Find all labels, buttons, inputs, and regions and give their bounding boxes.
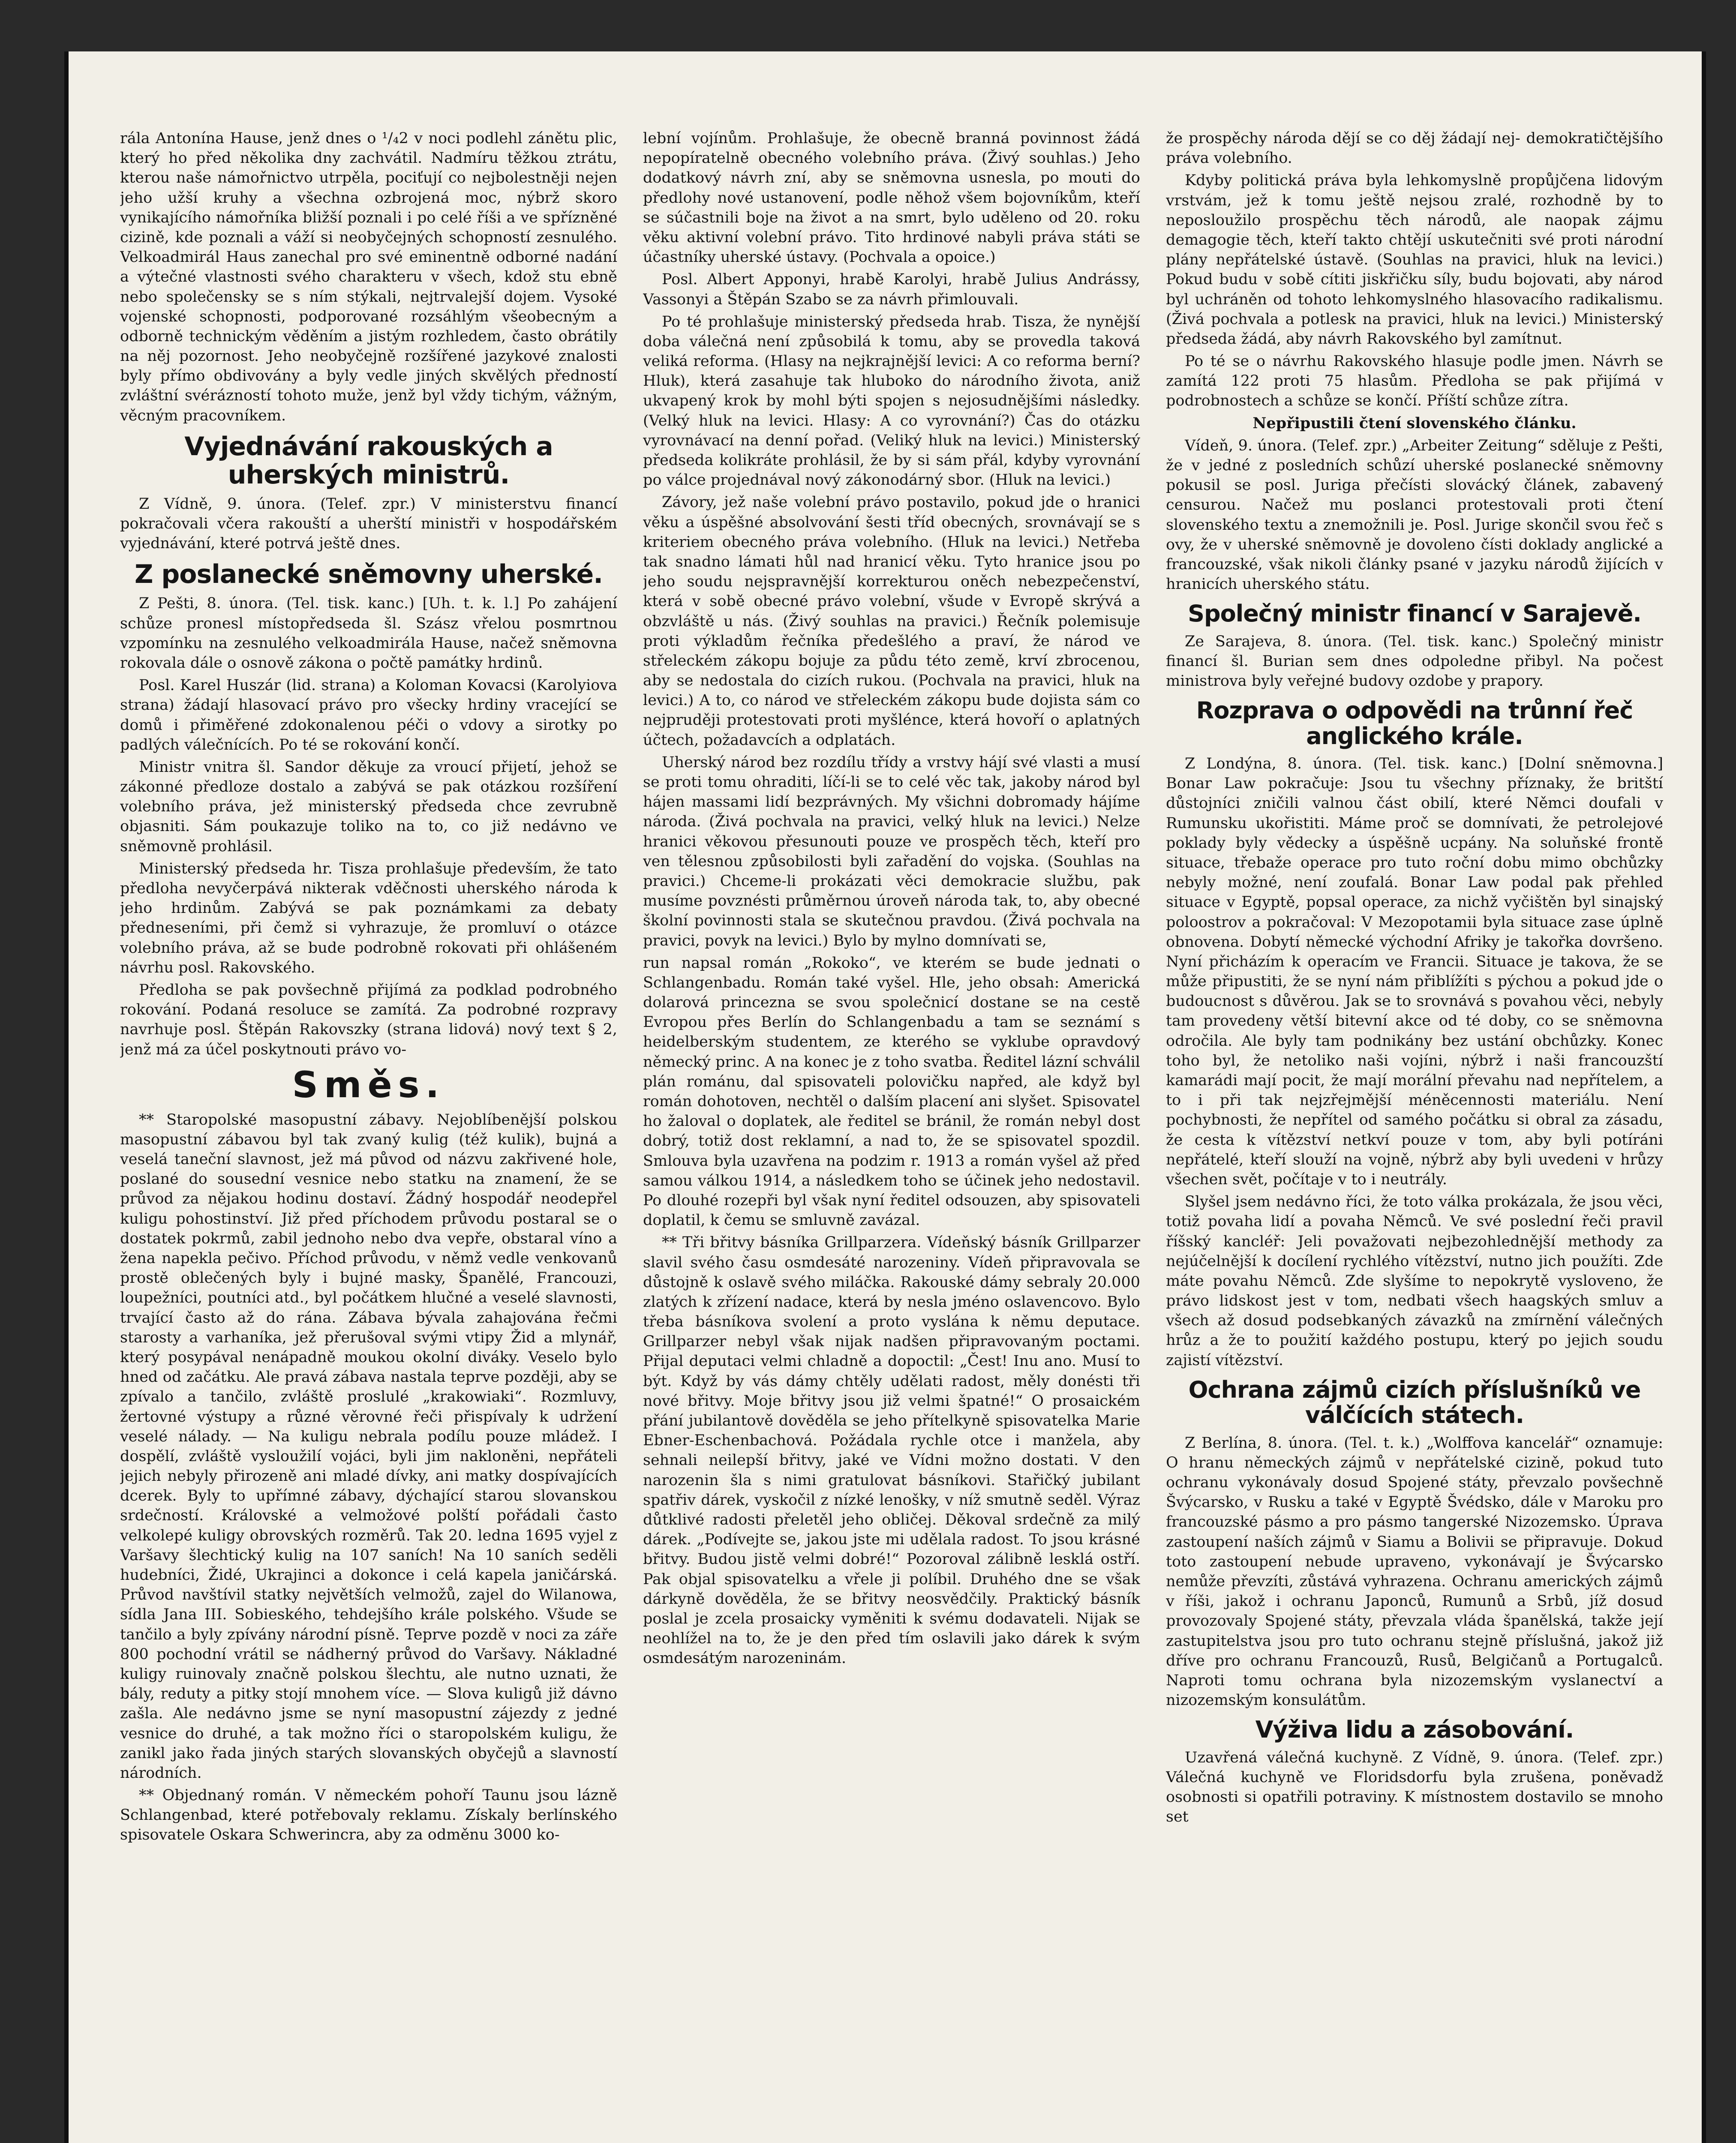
subheading-slovak-article: Nepřipustili čtení slovenského článku. (1252, 414, 1577, 432)
article-parliament-huszar: Posl. Karel Huszár (lid. strana) a Koloman Kovacsi (Karolyiova strana) žádají hlasovací právo pro všecky hrdiny vracející se domů i přiměřené zdokonalenou péči o vdovy a sirotky po padlých válečnících. Po té se rokování končí. (120, 677, 617, 753)
article-polish-carnival: ** Staropolské masopustní zábavy. Nejoblíbenější polskou masopustní zábavou byl tak zvaný kulig (též kulik), bujná a veselá taneční slavnost, jež má původ od názvu zakřivené hole, poslané do sousední vesnice nebo statku na znamení, že se průvod za nějakou hodinu dostaví. Žádný hospodář neodepřel kuligu pohostinství. Již před příchodem průvodu postaral se o dostatek pokrmů, zabil jednoho nebo dva vepře, obstaral víno a žena napekla pečivo. Příchod průvodu, v němž vedle venkovanů prostě oblečených byly i bujné masky, Španělé, Francouzi, loupežníci, poutníci atd., byl počátkem hlučné a veselé slavnosti, trvající často až do rána. Zábava bývala zahajována řečmi starosty a varhaníka, jež přerušoval svými vtipy Žid a mlynář, který posypával nenápadně moukou okolní diváky. Veselo bylo hned od začátku. Ale pravá zábava nastala teprve později, aby se zpívalo a tančilo, zvláště proslulé „krakowiaki“. Rozmluvy, žertovné výstupy a různé věrovné řeči přispívaly k udržení veselé nálady. — Na kuligu nebrala podílu pouze mládež. I dospělí, zvláště vysloužilí vojáci, byli jim nakloněni, nepřáteli jejich nebyly přirozeně ani mladé dívky, ani matky dospívajících dcerek. Byly to upřímné zábavy, dýchající starou slovanskou srdečností. Královské a velmožové polští pořádali často velkolepé kuligy obrovských rozměrů. Tak 20. ledna 1695 vyjel z Varšavy šlechtický kulig na 107 saních! Na 10 saních seděli hudebníci, Židé, Ukrajinci a dokonce i celá kapela janičárská. Průvod navštívil statky největších velmožů, zajel do Wilanowa, sídla Jana III. Sobieského, tehdejšího krále polského. Všude se tančilo a byly zpívány národní písně. Teprve pozdě v noci za záře 800 pochodní vrátil se nádherný průvod do Varšavy. Nákladné kuligy ruinovaly značně polskou šlechtu, ale nutno uznati, že bály, reduty a pitky stojí mnohem více. — Slova kuligů již dávno zašla. Ale nedávno jsme se nyní masopustní zájezdy z jedné vesnice do druhé, a tak možno říci o staropolském kuligu, že zanikl jako řada jiných starých slovanských obyčejů a slavností národních. (120, 1111, 617, 1782)
article-parliament-apponyi: Posl. Albert Apponyi, hrabě Karolyi, hrabě Julius Andrássy, Vassonyi a Štěpán Szabo se za návrh přimlouvali. (643, 271, 1140, 308)
newspaper-page (64, 51, 1706, 2143)
article-german-methods: Slyšel jsem nedávno říci, že toto válka prokázala, že jsou věci, totiž povaha lidí a povaha Němců. Ve své poslední řeči pravil říšský kancléř: Jeli považovati nejbezohlednější methody za nejúčelnější k docílení rychlého vítězství, nutno jich použíti. Zde máte povahu Němců. Zde slyšíme to nepokrytě vysloveno, že právo lidskost jest v tom, nedbati všech haagských smluv a všech až dosud podsebkaných závazků na zmírnění válečných hrůz a že to použití každého postupu, který po jejich soudu zajistí vítězství. (1166, 1193, 1663, 1369)
headline-throne-speech: Rozprava o odpovědi na trůnní řeč anglického krále. (1196, 697, 1633, 750)
article-parliament-age-limit: Závory, jež naše volební právo postavilo, pokud jde o hranici věku a úspěšné absolvování šesti tříd obecných, srovnávají se s kriteriem obecného práva volebního. (Hluk na levici.) Netřeba tak snadno lámati hůl nad hranicí věku. Tyto hranice jsou po jeho soudu nejspravnější korrekturou oněch nebezpečenství, která v sobě obecné právo volební, všude v Evropě skrývá a obzvláště u nás. (Živý souhlas na pravici.) Řečník polemisuje proti výkladům řečníka předešlého a praví, že národ ve střeleckém zákopu bojuje za půdu této země, krví zbrocenou, aby se nedostala do cizích rukou. (Pochvala na pravici, hluk na levici.) A to, co národ ve střeleckém zákopu bude dojista sám co nejpruději protestovati proti myšlénce, která hovoří o aplatných účtech, požadavcích a odplatách. (643, 494, 1140, 749)
headline-food-supply: Výživa lidu a zásobování. (1255, 1716, 1574, 1744)
article-bonar-law: Z Londýna, 8. února. (Tel. tisk. kanc.) [Dolní sněmovna.] Bonar Law pokračuje: Jsou tu všechny příznaky, že britští důstojníci zničili valnou část obilí, které Němci doufali v Rumunsku ukořistiti. Máme proč se domnívati, že petrolejové poklady byly vědecky a úspěšně ucpány. Na soluňské frontě situace, třebaže operace pro tuto roční dobu mimo obchůzky nebyly možné, není zoufalá. Bonar Law podal pak přehled situace v Egyptě, popsal operace, za nichž vyčištěn byl sinajský poloostrov a pokračoval: V Mezopotamii byla situace zase úplně obnovena. Dobytí německé východní Afriky je takořka dovršeno. Nyní přicházím k operacím ve Francii. Situace je takova, že se může připustiti, že se nyní nám přiblížíti s pýchou a pokud jde o budoucnost s důvěrou. Jak se to srovnává s povahou věci, nebyly tam provedeny větší bitevní akce od té doby, co se sněmovna odročila. Ale byly tam podnikány bez ustání obchůzky. Konec toho byl, že netoliko naši vojíni, nýbrž i naši francouzští kamarádi mají pocit, že mají morální převahu nad nepřítelem, a to i při tak nejzřejmější méněcennosti materiálu. Není pochybnosti, že nepřítel od samého počátku si obral za zásadu, že cesta k vítězství netkví pouze v tom, aby byli potíráni nepřátelé, kteří slouží na vojně, nýbrž aby byli uvedeni v hrůzy všechen svět, počítaje v to i neutrály. (1166, 755, 1663, 1188)
article-parliament-sandor: Ministr vnitra šl. Sandor děkuje za vroucí přijetí, jehož se zákonné předloze dostalo a zabývá se pak otázkou rozšíření volebního práva, jež ministerský předseda chce zevrubně objasniti. Sám poukazuje toliko na to, co již nedávno ve sněmovně prohlásil. (120, 758, 617, 855)
article-parliament-end: že prospěchy národa dějí se co děj žádají nej- demokratičtějšího práva volebního. (1166, 130, 1663, 167)
article-grillparzer-razors: ** Tři břitvy básníka Grillparzera. Vídeňský básník Grillparzer slavil svého času osmdesáté narozeniny. Vídeň připravovala se důstojně k oslavě svého miláčka. Rakouské dámy sebraly 20.000 zlatých k zřízení nadace, která by nesla jméno oslavencovo. Bylo třeba básníkova svolení a proto vyslána k němu deputace. Grillparzer nebyl však nijak nadšen připravovaným poctami. Přijal deputaci velmi chladně a dopoctil: „Čest! Inu ano. Musí to být. Když by vás dámy chtěly udělati radost, měly donésti tři nové břitvy. Moje břitvy jsou již velmi špatné!“ O prosaickém přání jubilantově dověděla se jeho přítelkyně spisovatelka Marie Ebner-Eschenbachová. Požádala rychle otce i manžela, aby sehnali neilepší břitvy, jaké ve Vídni možno dostati. V den narozenin šla s nimi gratulovat básníkovi. Stařičký jubilant spatřiv dárek, vyskočil z nízké lenošky, v níž smutně seděl. Výraz důtklivé radosti přeletěl jeho obličej. Děkoval srdečně za milý dárek. „Podívejte se, jakou jste mi udělala radost. To jsou krásné břitvy. Budou jistě velmi dobré!“ Pozoroval zálibně lesklá ostří. Pak objal spisovatelku a vřele ji políbil. Druhého dne se však dárkyně dověděla, že se břitvy neosvědčily. Praktický básník poslal je zcela prosaicky vyměniti k svému dodavateli. Nijak se neohlížel na to, že je den před tím oslavili jako dárek k svým osmdesátým narozeninám. (643, 1234, 1140, 1667)
column-right (1166, 129, 1663, 2143)
article-foreign-interests: Z Berlína, 8. února. (Tel. t. k.) „Wolffova kancelář“ oznamuje: O hranu německých zájmů v nepřátelské cizině, pokud tuto ochranu vykonávaly dosud Spojené státy, převzalo povšechně Švýcarsko, v Rusku a také v Egyptě Švédsko, dále v Maroku pro francouzské pásmo a pro pásmo tangerské Nizozemsko. Úprava zastoupení naších zájmů v Siamu a Bolivii se připravuje. Dokud toto zastoupení nebude upraveno, vykonávají je Švýcarsko nemůže převzíti, zůstává vyhrazena. Ochranu amerických zájmů v říši, jakož i ochranu Japonců, Rumunů a Srbů, jíž dosud provozovaly Spojené státy, převzala vláda španělská, takže její zastupitelstva jsou pro tuto ochranu stejně příslušná, jakož již dříve pro ochranu Francouzů, Rusů, Belgičanů a Portugalců. Naproti tomu ochrana byla nizozemským vyslanectví a nizozemským konsulátům. (1166, 1434, 1663, 1709)
article-parliament-rakovszky: Předloha se pak povšechně přijímá za podklad podrobného rokování. Podaná resoluce se zamítá. Za podrobné rozpravy navrhuje posl. Štěpán Rakovszky (strana lidová) nový text § 2, jenž má za účel poskytnouti právo vo- (120, 981, 617, 1058)
article-war-kitchen: Uzavřená válečná kuchyně. Z Vídně, 9. února. (Telef. zpr.) Válečná kuchyně ve Floridsdorfu byla zrušena, poněvadž osobnosti si opatřili potraviny. K místnostem dostavilo se mnoho set (1166, 1749, 1663, 1826)
article-finance-minister: Ze Sarajeva, 8. února. (Tel. tisk. kanc.) Společný ministr financí šl. Burian sem dnes odpoledne přibyl. Na počest ministrova byly veřejné budovy ozdobe y prapory. (1166, 633, 1663, 690)
headline-finance-minister-sarajevo: Společný ministr financí v Sarajevě. (1188, 600, 1641, 627)
section-heading-miscellany: Směs. (292, 1063, 445, 1106)
article-parliament-nation: Uherský národ bez rozdílu třídy a vrstvy hájí své vlasti a musí se proti tomu ohraditi, líčí-li se to celé věc tak, jakoby národ byl hájen massami lidí bezprávných. My všichni dobromady hájíme národa. (Živá pochvala na pravici, velký hluk na levici.) Nelze hranici věkovou přesunouti pouze ve prospěch těch, kteří pro ven tělesnou způsobilosti byli zařadění do vojska. (Souhlas na pravici.) Chceme-li prokázati věci demokracie službu, pak musíme povznésti průměrnou úroveň národa tak, to, aby obecné školní povinnosti stala se skutečnou pravdou. (Živá pochvala na pravici, povyk na levici.) Bylo by mylno domnívati se, (643, 753, 1140, 949)
article-ministers-negotiation: Z Vídně, 9. února. (Telef. zpr.) V ministerstvu financí pokračovali včera rakouští a uherští ministři v hospodářském vyjednávání, které potrvá ještě dnes. (120, 495, 617, 552)
column-left (120, 129, 617, 2143)
article-parliament-radicalism: Kdyby politická práva byla lehkomyslně propůjčena lidovým vrstvám, jež k tomu ještě nejsou zralé, rozhodně by to neposloužilo prospěchu těch národů, ale naopak zájmu demagogie těch, kteří takto chtějí uskutečniti své proti národní plány nepřátelské ústavě. (Souhlas na pravici, hluk na levici.) Pokud budu v sobě cítiti jiskřičku síly, budu bojovati, aby národ byl uchráněn od tohoto lehkomyslného hlasovacího radikalismu. (Živá pochvala a potlesk na pravici, hluk na levici.) Ministerský předseda žádá, aby návrh Rakovského byl zamítnut. (1166, 172, 1663, 348)
column-middle (643, 129, 1140, 2143)
article-parliament-vote: Po té se o návrhu Rakovského hlasuje podle jmen. Návrh se zamítá 122 proti 75 hlasům. Předloha se pak přijímá v podrobnostech a schůze se končí. Příští schůze zítra. (1166, 353, 1663, 410)
article-novel-continued: run napsal román „Rokoko“, ve kterém se bude jednati o Schlangenbadu. Román také vyšel. Hle, jeho obsah: Americká dolarová princezna se svou společnicí dostane se na cestě Evropou přes Berlín do Schlangenbadu a tam se seznámí s heidelberským studentem, ze kterého se vyklube opravdový německý princ. A na konec je z toho svatba. Ředitel lázní schválil plán románu, dal spisovateli polovičku napřed, ale když byl román dohotoven, nechtěl o dalším placení ani slyšet. Spisovatel ho žaloval o doplatek, ale ředitel se bránil, že román nebyl dost dobrý, totiž dost reklamní, a nad to, že se spisovatel spozdil. Smlouva byla uzavřena na podzim r. 1913 a román vyšel až před samou válkou 1914, a následkem toho se účinek jeho nedostavil. Po dlouhé rozepři byl však nyní ředitel odsouzen, aby spisovateli doplatil, k čemu se smluvně zavázal. (643, 954, 1140, 1229)
article-obituary-haus: rála Antonína Hause, jenž dnes o ¹/₄2 v noci podlehl zánětu plic, který ho před několika dny zachvátil. Nadmíru těžkou ztrátu, kterou naše námořnictvo utrpěla, pociťují co nejbolestněji nejen jeho užší kruhy a všechna ozbrojená moc, nýbrž skoro vynikajícího námořníka bližší poznali i po celé říši a ve spřízněné cizině, kde poznali a váží si neobyčejných schopností zesnulého. Velkoadmirál Haus zanechal pro své eminentně odborné nadání a výtečné vlastnosti svého charakteru v všech, kdož stu ebně nebo společensky se s ním stýkali, nejtrvalejší dojem. Vysoké vojenské schopnosti, podporované rozsáhlým všeobecným a odborně technickým věděním a jistým rozhledem, často obrátily na něj pozornost. Jeho neobyčejně rozšířené jazykové znalosti byly přímo obdivovány a byly vedle jiných skvělých předností zvláštní svérázností tohoto muže, jenž byl vždy tichým, vážným, věcným pracovníkem. (120, 130, 617, 424)
left-page-border (64, 51, 69, 2143)
article-parliament-tisza: Ministerský předseda hr. Tisza prohlašuje především, že tato předloha nevyčerpává nikterak vděčnosti uherského národa k jeho hrdinům. Zabývá se pak poznámkami za debaty předneseními, při čemž si vyhrazuje, že promluví o otázce volebního práva, až se bude podrobně rokovati při ohlášeném návrhu posl. Rakovského. (120, 860, 617, 976)
headline-ministers-negotiation: Vyjednávání rakouských a uherských ministrů. (184, 431, 553, 490)
article-parliament-continued: lební vojínům. Prohlašuje, že obecně branná povinnost žádá nepopíratelně obecného volebního práva. (Živý souhlas.) Jeho dodatkový návrh zní, aby se sněmovna usnesla, po mouti do předlohy nové ustanovení, podle něhož všem bojovníkům, kteří se súčastnili boje na život a na smrt, bylo uděleno od 20. roku věku aktivní volební právo. Tito hrdinové nabyli práva státi se účastníky uherské ústavy. (Pochvala a opoice.) (643, 130, 1140, 266)
article-slovak-article: Vídeň, 9. února. (Telef. zpr.) „Arbeiter Zeitung“ sděluje z Pešti, že v jedné z posledních schůzí uherské poslanecké sněmovny pokusil se posl. Juriga přečísti slovácký článek, zabavený censurou. Načež mu poslanci protestovali proti čtení slovenského textu a znemožnili je. Posl. Jurige skončil svou řeč s ovy, že v uherské sněmovně je dovoleno čísti doklady anglické a francouzské, však nikoli články psané v jazyku národů žijících v hranicích uherského státu. (1166, 437, 1663, 593)
article-parliament-opening: Z Pešti, 8. února. (Tel. tisk. kanc.) [Uh. t. k. l.] Po zahájení schůze pronesl místopředseda šl. Szász vřelou posmrtnou vzpomínku na zesnulého velkoadmirála Hause, načež sněmovna rokovala dále o osnově zákona o počtě památky hrdinů. (120, 595, 617, 672)
article-ordered-novel: ** Objednaný román. V německém pohoří Taunu jsou lázně Schlangenbad, které potřebovaly reklamu. Získaly berlínského spisovatele Oskara Schwerincra, aby za odměnu 3000 ko- (120, 1787, 617, 1844)
right-page-border (1702, 51, 1706, 2143)
headline-foreign-nationals: Ochrana zájmů cizích příslušníků ve válčících státech. (1188, 1376, 1641, 1429)
headline-hungarian-parliament: Z poslanecké sněmovny uherské. (134, 559, 603, 590)
article-parliament-tisza-reform: Po té prohlašuje ministerský předseda hrab. Tisza, že nynější doba válečná není způsobilá k tomu, aby se provedla taková veliká reforma. (Hlasy na nejkrajnější levici: A co reforma berní? Hluk), která zasahuje tak hluboko do národního života, aniž ukvapený krok by mohl býti spojen s nejosudnějšími následky. (Velký hluk na levici. Hlasy: A co vyrovnání?) Čas do otázku vyrovnávací na denní pořad. (Veliký hluk na levici.) Ministerský předseda kolikráte prohlásil, že by si sám přál, kdyby vyrovnání po válce projednával nový zákonodárný sbor. (Hluk na levici.) (643, 313, 1140, 489)
